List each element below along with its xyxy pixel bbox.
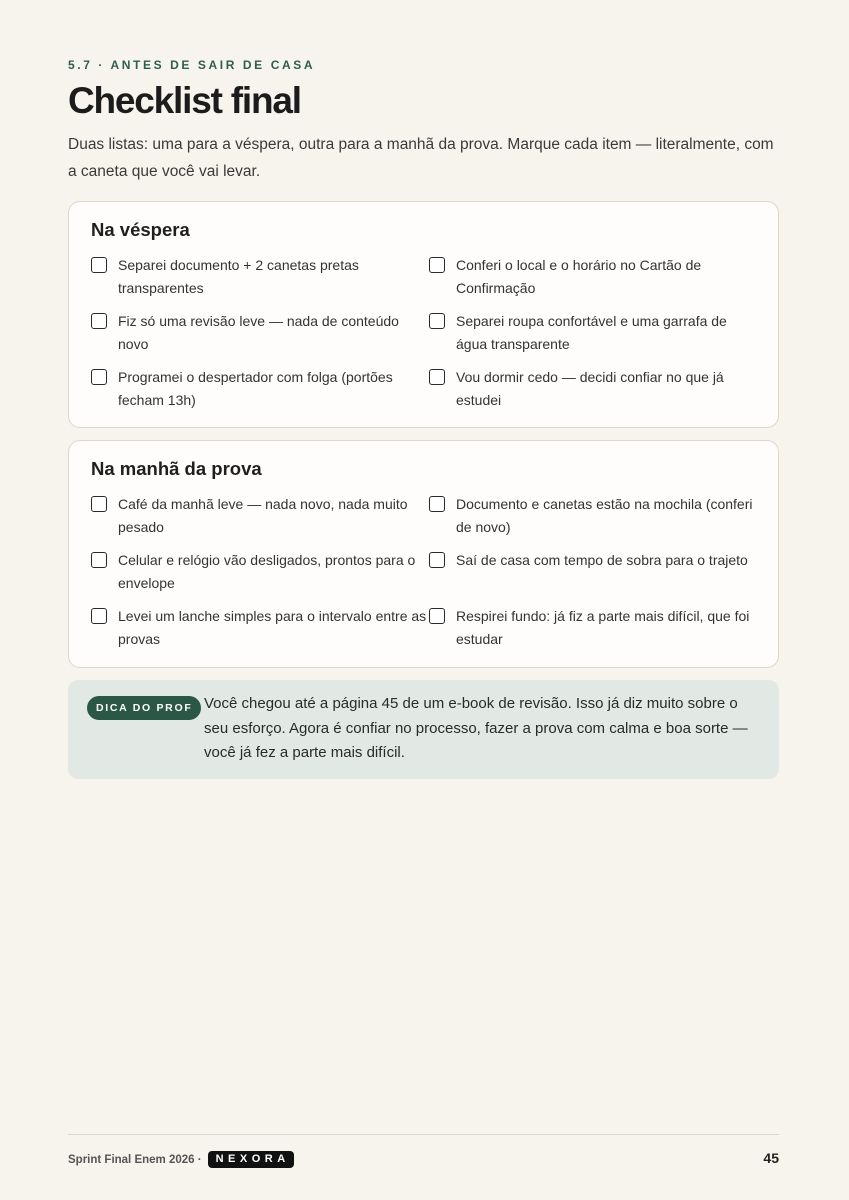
checklist-item[interactable] bbox=[91, 493, 429, 538]
checklist-item[interactable] bbox=[429, 493, 759, 538]
checkbox-icon[interactable] bbox=[91, 552, 107, 568]
tip-badge: DICA DO PROF bbox=[87, 696, 201, 720]
checklist-item[interactable] bbox=[91, 366, 429, 411]
page-number: 45 bbox=[763, 1150, 779, 1166]
checkbox-icon[interactable] bbox=[429, 313, 445, 329]
checklist-item[interactable] bbox=[91, 310, 429, 355]
checklist-item-label: Fiz só uma revisão leve — nada de conteúdo novo bbox=[118, 313, 399, 352]
footer-text: Sprint Final Enem 2026 · bbox=[68, 1153, 202, 1166]
checklist-item[interactable] bbox=[429, 605, 759, 650]
checklist-item[interactable] bbox=[91, 549, 429, 594]
checklist-items bbox=[91, 493, 759, 650]
tip-callout bbox=[68, 680, 779, 779]
checkbox-icon[interactable] bbox=[429, 496, 445, 512]
checklist-item[interactable] bbox=[91, 254, 429, 299]
checklist-item[interactable] bbox=[91, 605, 429, 650]
tip-text: Você chegou até a página 45 de um e-book de revisão. Isso já diz muito sobre o seu esforço. Agora é confiar no processo, fazer a prova com calma e boa sorte — você já fez a parte mais difícil. bbox=[204, 695, 748, 761]
checklist-items bbox=[91, 254, 759, 411]
intro-paragraph: Duas listas: uma para a véspera, outra para a manhã da prova. Marque cada item — literalmente, com a caneta que você vai levar. bbox=[68, 136, 774, 180]
checklist-item-label: Separei documento + 2 canetas pretas transparentes bbox=[118, 257, 359, 296]
checklist-item-label: Café da manhã leve — nada novo, nada muito pesado bbox=[118, 496, 408, 535]
footer-book-title bbox=[68, 1151, 294, 1168]
checkbox-icon[interactable] bbox=[429, 369, 445, 385]
checklist-item-label: Separei roupa confortável e uma garrafa de água transparente bbox=[456, 313, 727, 352]
checklist-item[interactable] bbox=[429, 310, 759, 355]
checkbox-icon[interactable] bbox=[91, 257, 107, 273]
checklist-item-label: Conferi o local e o horário no Cartão de Confirmação bbox=[456, 257, 702, 296]
checkbox-icon[interactable] bbox=[91, 313, 107, 329]
checklist-item-label: Celular e relógio vão desligados, prontos para o envelope bbox=[118, 552, 416, 591]
brand-logo: NEXORA bbox=[208, 1151, 294, 1168]
checklist-item-label: Respirei fundo: já fiz a parte mais difícil, que foi estudar bbox=[456, 608, 750, 647]
checkbox-icon[interactable] bbox=[429, 608, 445, 624]
checklist-title: Na véspera bbox=[91, 219, 190, 240]
footer-divider bbox=[68, 1134, 779, 1135]
checklist-title: Na manhã da prova bbox=[91, 458, 262, 479]
checklist-item-label: Saí de casa com tempo de sobra para o trajeto bbox=[456, 552, 748, 568]
checklist-item[interactable] bbox=[429, 254, 759, 299]
checkbox-icon[interactable] bbox=[91, 369, 107, 385]
checkbox-icon[interactable] bbox=[429, 552, 445, 568]
checklist-item-label: Programei o despertador com folga (portões fecham 13h) bbox=[118, 369, 393, 408]
checklist-card-manha bbox=[68, 440, 779, 668]
checklist-item-label: Documento e canetas estão na mochila (conferi de novo) bbox=[456, 496, 753, 535]
checklist-item[interactable] bbox=[429, 366, 759, 411]
page-title: Checklist final bbox=[68, 80, 301, 121]
checkbox-icon[interactable] bbox=[91, 496, 107, 512]
checklist-card-vespera bbox=[68, 201, 779, 428]
checkbox-icon[interactable] bbox=[429, 257, 445, 273]
checkbox-icon[interactable] bbox=[91, 608, 107, 624]
checklist-item-label: Vou dormir cedo — decidi confiar no que já estudei bbox=[456, 369, 724, 408]
section-eyebrow: 5.7 · ANTES DE SAIR DE CASA bbox=[68, 58, 316, 72]
checklist-item[interactable] bbox=[429, 549, 759, 594]
checklist-item-label: Levei um lanche simples para o intervalo entre as provas bbox=[118, 608, 427, 647]
